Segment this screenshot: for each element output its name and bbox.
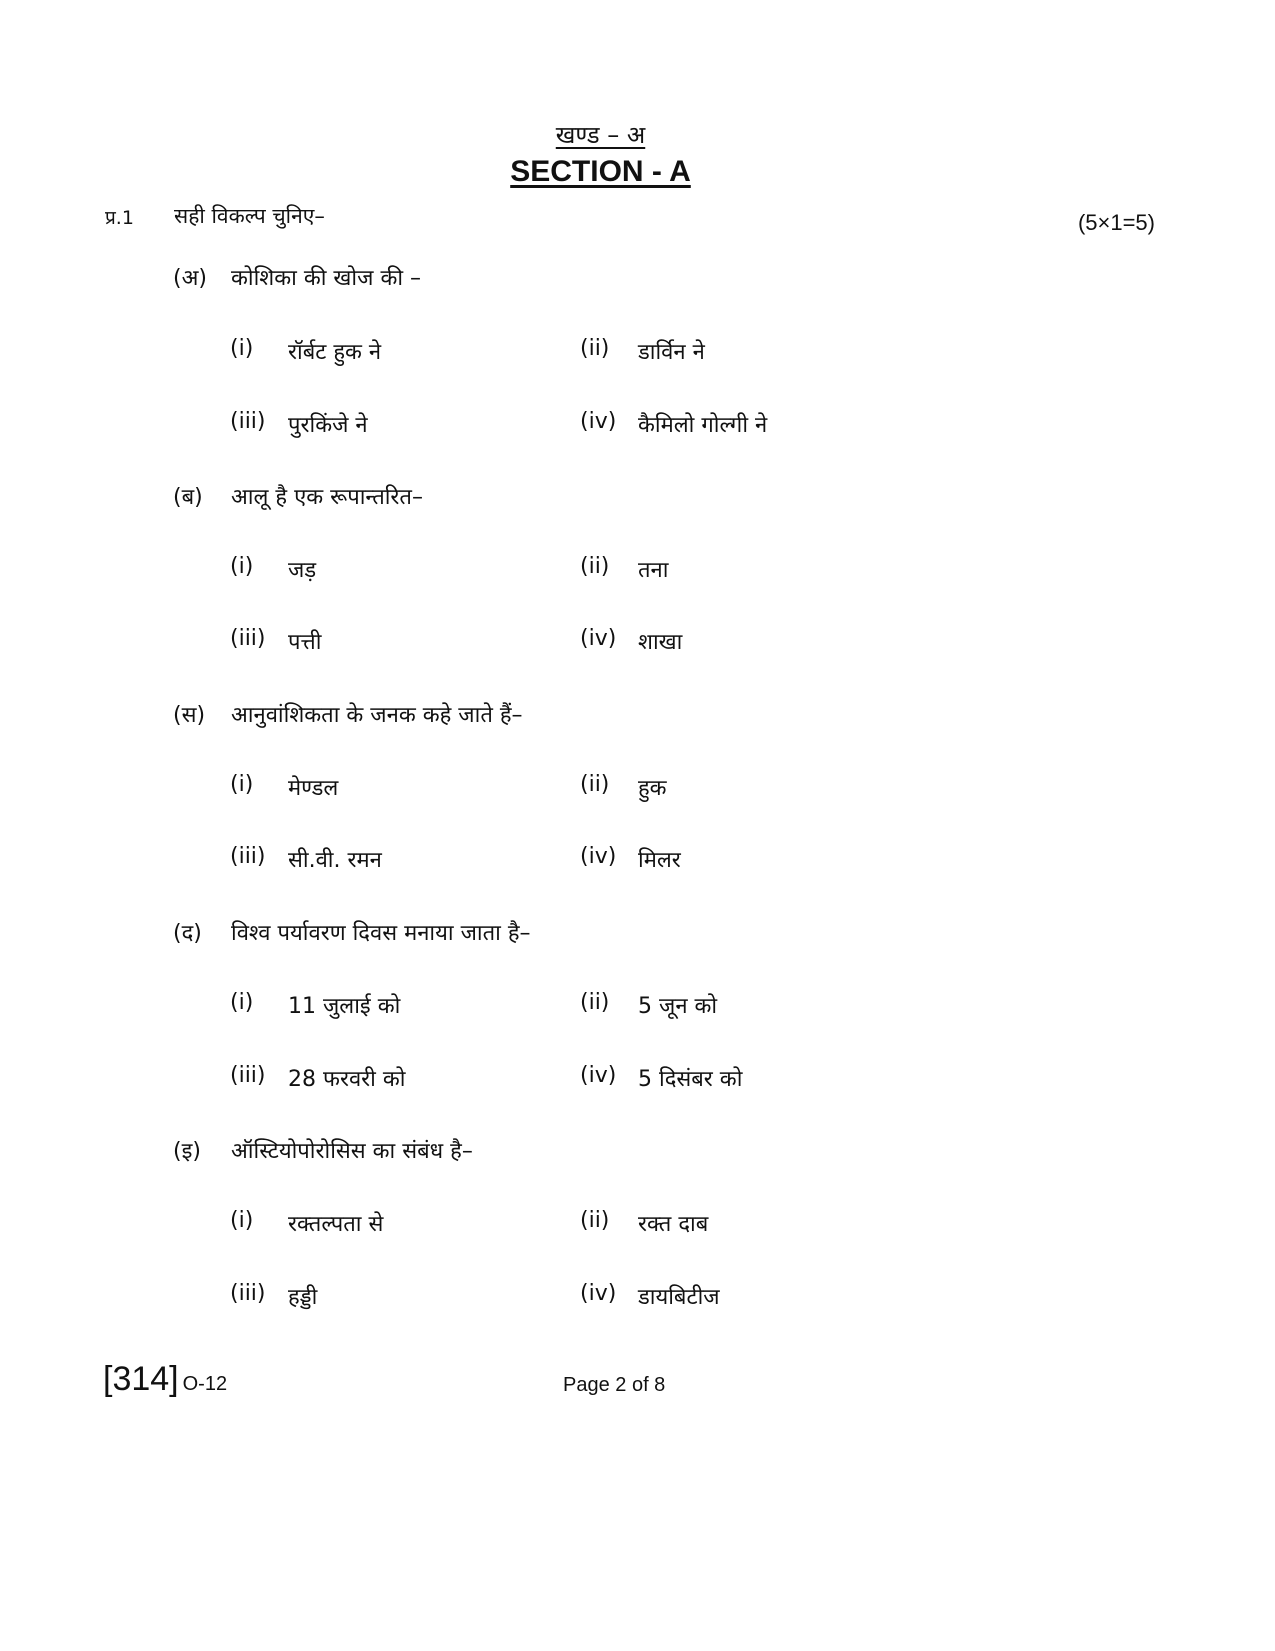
option xyxy=(580,772,900,806)
paper-code-number: [314] xyxy=(103,1360,179,1398)
subquestion-text: ऑस्टियोपोरोसिस का संबंध है– xyxy=(231,1139,473,1164)
option-text: मिलर xyxy=(638,848,681,873)
option xyxy=(580,844,900,878)
subquestion xyxy=(173,699,973,733)
paper-code xyxy=(103,1360,227,1399)
question-number: प्र.1 xyxy=(105,207,134,229)
option-label: (ii) xyxy=(580,1208,610,1233)
option xyxy=(230,772,550,806)
option xyxy=(580,336,900,370)
subquestion-text: आनुवांशिकता के जनक कहे जाते हैं– xyxy=(231,703,523,728)
option xyxy=(580,1281,900,1315)
option-text: रक्तल्पता से xyxy=(288,1212,384,1237)
option-text: डार्विन ने xyxy=(638,340,705,365)
option xyxy=(230,554,550,588)
question-line xyxy=(105,200,1155,234)
option xyxy=(580,409,900,443)
option xyxy=(230,844,550,878)
option-label: (ii) xyxy=(580,772,610,797)
option-label: (iv) xyxy=(580,1063,617,1088)
option xyxy=(580,990,900,1024)
option-text: 11 जुलाई को xyxy=(288,994,401,1019)
option-label: (ii) xyxy=(580,554,610,579)
option-label: (ii) xyxy=(580,336,610,361)
page-number: Page 2 of 8 xyxy=(563,1374,666,1396)
section-heading-english: SECTION - A xyxy=(510,155,691,188)
question-marks: (5×1=5) xyxy=(1077,210,1155,235)
option-label: (iii) xyxy=(230,626,266,651)
option-label: (iii) xyxy=(230,844,266,869)
option-text: कैमिलो गोल्गी ने xyxy=(638,413,768,438)
subquestion-text: विश्व पर्यावरण दिवस मनाया जाता है– xyxy=(231,921,531,946)
option xyxy=(580,1063,900,1097)
option xyxy=(230,1208,550,1242)
option xyxy=(230,990,550,1024)
option xyxy=(580,554,900,588)
option-label: (iv) xyxy=(580,1281,617,1306)
option-label: (i) xyxy=(230,990,254,1015)
option-text: पुरकिंजे ने xyxy=(288,413,368,438)
subquestion-text: कोशिका की खोज की – xyxy=(231,266,422,291)
option-text: 5 दिसंबर को xyxy=(638,1067,743,1092)
option-label: (iv) xyxy=(580,844,617,869)
subquestion-text: आलू है एक रूपान्तरित– xyxy=(231,485,423,510)
option-text: 5 जून को xyxy=(638,994,718,1019)
paper-code-series: O-12 xyxy=(182,1373,228,1395)
section-heading-hindi: खण्ड – अ xyxy=(555,121,646,149)
option-label: (i) xyxy=(230,336,254,361)
subquestion xyxy=(173,917,973,951)
option-label: (i) xyxy=(230,772,254,797)
option-text: रॉर्बट हुक ने xyxy=(288,340,382,365)
subquestion-label: (द) xyxy=(173,921,202,946)
option-text: रक्त दाब xyxy=(638,1212,709,1237)
option-text: 28 फरवरी को xyxy=(288,1067,406,1092)
option-label: (i) xyxy=(230,1208,254,1233)
option xyxy=(230,409,550,443)
option xyxy=(580,626,900,660)
subquestion-label: (ब) xyxy=(173,485,203,510)
option xyxy=(580,1208,900,1242)
option xyxy=(230,626,550,660)
option-label: (iv) xyxy=(580,409,617,434)
subquestion-label: (अ) xyxy=(173,266,207,291)
option-label: (iii) xyxy=(230,1281,266,1306)
option xyxy=(230,1281,550,1315)
option-text: हुक xyxy=(638,776,667,801)
option-text: शाखा xyxy=(638,630,683,655)
subquestion-label: (स) xyxy=(173,703,206,728)
option-label: (iv) xyxy=(580,626,617,651)
subquestion xyxy=(173,262,973,296)
option xyxy=(230,1063,550,1097)
subquestion xyxy=(173,1135,973,1169)
option-label: (ii) xyxy=(580,990,610,1015)
question-text: सही विकल्प चुनिए– xyxy=(174,204,325,228)
option-text: सी.वी. रमन xyxy=(288,848,382,873)
option-text: हड्डी xyxy=(288,1285,318,1310)
option-text: पत्ती xyxy=(288,630,322,655)
option-text: डायबिटीज xyxy=(638,1285,720,1310)
subquestion-label: (इ) xyxy=(173,1139,201,1164)
option xyxy=(230,336,550,370)
option-text: जड़ xyxy=(288,558,317,583)
subquestion xyxy=(173,481,973,515)
option-text: तना xyxy=(638,558,669,583)
option-label: (i) xyxy=(230,554,254,579)
option-text: मेण्डल xyxy=(288,776,339,801)
option-label: (iii) xyxy=(230,1063,266,1088)
option-label: (iii) xyxy=(230,409,266,434)
